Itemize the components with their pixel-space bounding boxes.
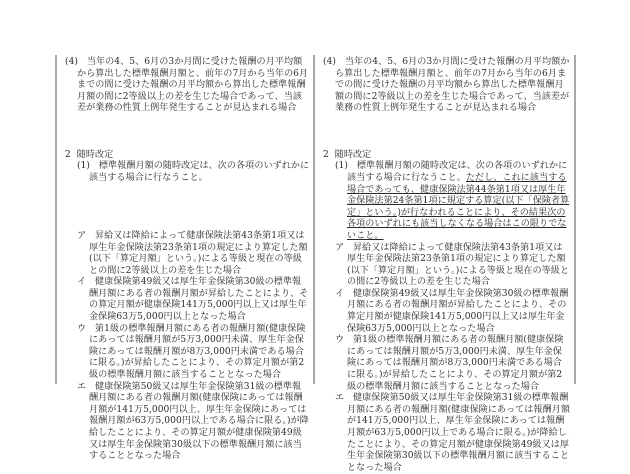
list-item bbox=[323, 289, 570, 335]
table-column-divider bbox=[313, 55, 315, 384]
subsection-marker: (1) bbox=[335, 161, 349, 172]
list-item bbox=[323, 393, 570, 474]
table-border-left bbox=[55, 55, 57, 384]
list-text: 昇給又は降給によって健康保険法第43条第1項又は厚生年金保険法第23条第1項の規定により算定した額(以下「算定月額」という。)による等級と現在の等級との間に2等級以上の差を生じた場合 bbox=[89, 230, 308, 276]
list-marker: ウ bbox=[77, 323, 87, 334]
list-item bbox=[323, 335, 570, 393]
list-item bbox=[65, 382, 310, 463]
old-text-column bbox=[65, 57, 310, 463]
list-marker: ア bbox=[77, 230, 87, 241]
list-text: 健康保険第49級又は厚生年金保険第30級の標準報酬月額にある者の報酬月額が昇給したことにより、その算定月額が健康保険141万5,000円以上又は厚生年金保険63万5,000円以上となった場合 bbox=[89, 277, 309, 323]
section-number: 2 bbox=[323, 149, 329, 160]
section-heading bbox=[323, 150, 570, 162]
section-number: 2 bbox=[65, 149, 71, 160]
list-text: 健康保険第49級又は厚生年金保険第30級の標準報酬月額にある者の報酬月額が昇給したことにより、その算定月額が健康保険141万5,000円以上又は厚生年金保険63万5,000円以上となった場合 bbox=[347, 288, 569, 334]
item-text: 当年の4、5、6月の3か月間に受けた報酬の月平均額から算出した標準報酬月額と、前年の7月から当年の6月までの間に受けた報酬の月平均額から算出した標準報酬月額の間に2等級以上の差を生じた場合であって、当該差が業務の性質上例年発生することが見込まれる場合 bbox=[335, 57, 570, 114]
section-heading bbox=[65, 150, 310, 162]
list-marker: ア bbox=[335, 242, 345, 253]
list-text: 第1級の標準報酬月額にある者の報酬月額(健康保険にあっては報酬月額が5万3,000円未満、厚生年金保険にあっては報酬月額が8万3,000円未満である場合に限る。)が昇給したことにより、その算定月額が第2級の標準報酬月額に該当することとなった場合 bbox=[89, 323, 306, 381]
subsection-1 bbox=[65, 161, 310, 184]
list-marker: エ bbox=[77, 381, 87, 392]
list-text: 健康保険第50級又は厚生年金保険第31級の標準報酬月額にある者の報酬月額(健康保険にあっては報酬月額が141万5,000円以上、厚生年金保険にあっては報酬月額が63万5,000円以上である場合に限る。)が降給したことにより、その算定月額が健康保険第49級又は厚生年金保険第30級以下の標準報酬月額に該当することとなった場合 bbox=[89, 381, 309, 462]
list-text: 昇給又は降給によって健康保険法第43条第1項又は厚生年金保険法第23条第1項の規定により算定した額(以下「算定月額」という。)による等級と現在の等級との間に2等級以上の差を生じた場合 bbox=[347, 242, 570, 288]
list-text: 第1級の標準報酬月額にある者の報酬月額(健康保険にあっては報酬月額が5万3,000円未満、厚生年金保険にあっては報酬月額が8万3,000円未満である場合に限る。)が昇給したことにより、その算定月額が第2級の標準報酬月額に該当することとなった場合 bbox=[347, 335, 564, 392]
section-title: 随時改定 bbox=[334, 149, 372, 160]
subsection-1 bbox=[323, 161, 570, 242]
subsection-marker: (1) bbox=[77, 161, 91, 172]
table-border-right bbox=[574, 55, 576, 384]
list-item bbox=[323, 243, 570, 289]
item-4 bbox=[323, 57, 570, 115]
list-item bbox=[65, 324, 310, 382]
new-text-column bbox=[323, 57, 570, 474]
subsection-text: 標準報酬月額の随時改定は、次の各項のいずれかに該当する場合に行なうこと。 bbox=[89, 161, 310, 183]
amendment-underlined-text: ただし、これに該当する場合であっても、健康保険法第44条第1項又は厚生年金保険法第24条第1項に規定する算定(以下「保険者算定」という。)が行なわれることにより、その結果次の各項のいずれにも該当しなくなる場合はこの限りでないこと。 bbox=[347, 172, 570, 241]
list-item bbox=[65, 277, 310, 323]
list-item bbox=[65, 231, 310, 277]
list-text: 健康保険第50級又は厚生年金保険第31級の標準報酬月額にある者の報酬月額(健康保険にあっては報酬月額が141万5,000円以上、厚生年金保険にあっては報酬月額が63万5,000円以上である場合に限る。)が降給したことにより、その算定月額が健康保険第49級又は厚生年金保険第30級以下の標準報酬月額に該当することとなった場合 bbox=[347, 393, 570, 473]
list-marker: ウ bbox=[335, 335, 345, 346]
item-marker: (4) bbox=[65, 57, 79, 67]
list-marker: イ bbox=[335, 288, 345, 299]
item-marker: (4) bbox=[323, 57, 337, 67]
comparison-table bbox=[55, 55, 576, 473]
list-marker: エ bbox=[335, 393, 345, 404]
item-4 bbox=[65, 57, 310, 115]
list-marker: イ bbox=[77, 277, 87, 288]
item-text: 当年の4、5、6月の3か月間に受けた報酬の月平均額から算出した標準報酬月額と、前年の7月から当年の6月までの間に受けた報酬の月平均額から算出した標準報酬月額の間に2等級以上の差を生じた場合であって、当該差が業務の性質上例年発生することが見込まれる場合 bbox=[77, 57, 309, 114]
subsection-text: 標準報酬月額の随時改定は、次の各項のいずれかに該当する場合に行なうこと。 bbox=[347, 161, 568, 183]
section-title: 随時改定 bbox=[76, 149, 114, 160]
